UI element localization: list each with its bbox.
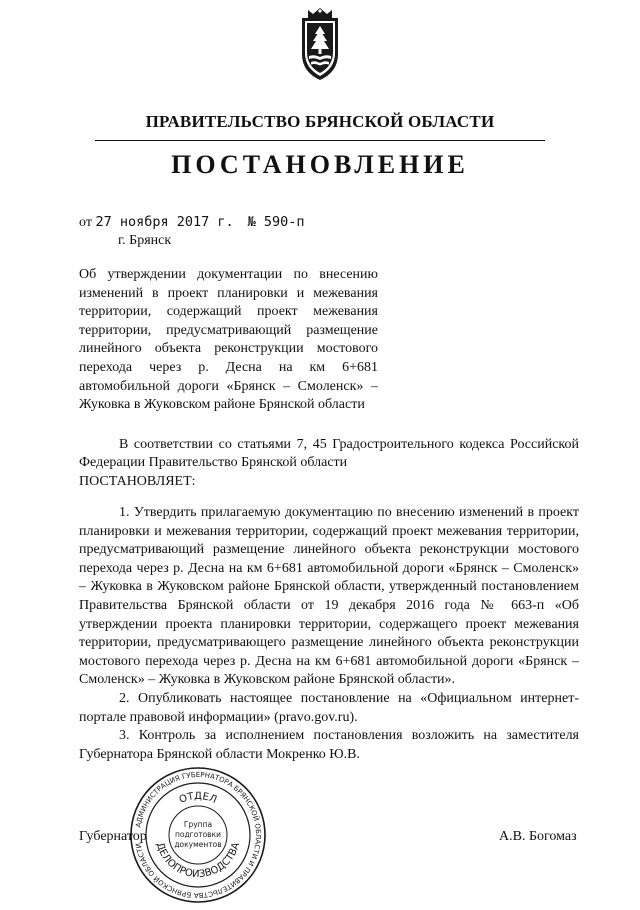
resolves-heading: ПОСТАНОВЛЯЕТ: [79, 473, 196, 489]
list-item: 1. Утвердить прилагаемую документацию по внесению изменений в проект планировки и межевания территории, содержащий проект межевания территории, предусматривающий размещение линейного объекта реконструкции мостового перехода через р. Десна на км 6+681 автомобильной дороги «Брянск – Смоленск» – Жуковка в Жуковском районе Брянской области, утвержденный постановлением Правительства Брянской области от 19 декабря 2016 года № 663-п «Об утверждении проекта планировки территории, содержащего проект межевания территории, предусматривающего размещение линейного объекта реконструкции мостового перехода через р. Десна на км 6+681 автомобильной дороги «Брянск – Смоленск» – Жуковка в Жуковском районе Брянской области». [79, 505, 579, 688]
document-city: г. Брянск [118, 233, 172, 248]
stamp-lower-text: ДЕЛОПРОИЗВОДСТВА [153, 841, 243, 881]
organization-title: ПРАВИТЕЛЬСТВО БРЯНСКОЙ ОБЛАСТИ [145, 112, 495, 131]
document-number: № 590-п [247, 214, 305, 230]
document-date: 27 ноября 2017 г. [95, 214, 234, 230]
date-prefix: от [79, 215, 92, 230]
list-item: 2. Опубликовать настоящее постановление на «Официальном интернет-портале правовой информации» (pravo.gov.ru). [79, 690, 579, 725]
signatory-name: А.В. Богомаз [499, 829, 577, 844]
stamp-center-line: Группа [183, 820, 213, 829]
stamp-ring-text: АДМИНИСТРАЦИЯ ГУБЕРНАТОРА БРЯНСКОЙ ОБЛАСТИ И ПРАВИТЕЛЬСТВА БРЯНСКОЙ ОБЛАСТИ [134, 770, 263, 900]
date-number-line [79, 214, 305, 231]
coat-of-arms-emblem [294, 6, 346, 86]
document-subject: Об утверждении документации по внесению изменений в проект планировки и межевания территории, содержащий проект межевания территории, предусматривающий размещение линейного объекта реконструкции мостового перехода через р. Десна на км 6+681 автомобильной дороги «Брянск – Смоленск» – Жуковка в Жуковском районе Брянской области [79, 267, 378, 413]
document-type-title: ПОСТАНОВЛЕНИЕ [171, 150, 469, 179]
list-item: 3. Контроль за исполнением постановления возложить на заместителя Губернатора Брянской области Мокренко Ю.В. [79, 728, 579, 762]
header-divider [95, 140, 545, 141]
stamp-center-line: документов [174, 840, 222, 849]
stamp-upper-text: ОТДЕЛ [177, 790, 219, 806]
signatory-title: Губернатор [79, 829, 147, 844]
official-stamp [128, 765, 268, 905]
preamble-text: В соответствии со статьями 7, 45 Градостроительного кодекса Российской Федерации Правительство Брянской области [79, 437, 579, 471]
stamp-center-line: подготовки [175, 830, 221, 839]
preamble [79, 436, 579, 491]
resolution-items [79, 504, 579, 764]
